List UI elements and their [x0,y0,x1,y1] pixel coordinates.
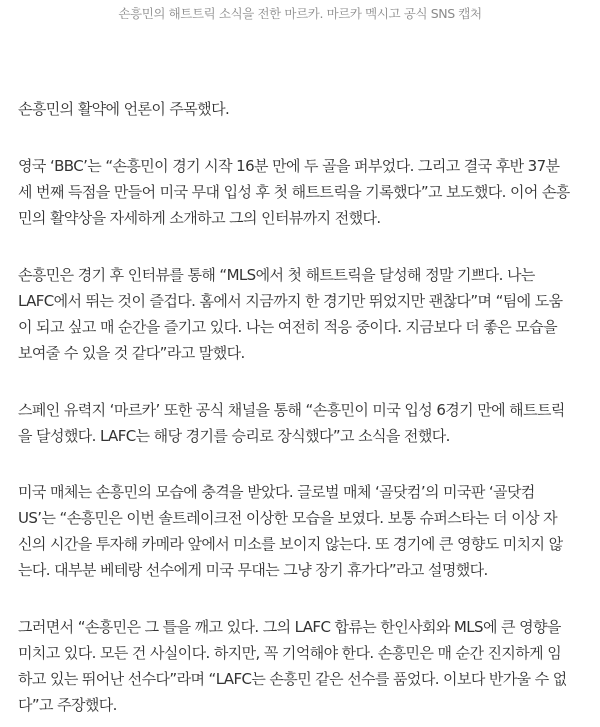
article-paragraph-5 [18,479,588,583]
paragraph-line: LAFC에서 뛰는 것이 즐겁다. 홈에서 지금까지 한 경기만 뛰었지만 괜찮다”며 “팀에 도움 [18,292,563,310]
paragraph-line: 신의 시간을 투자해 카메라 앞에서 미소를 보이지 않는다. 또 경기에 큰 영향도 미치지 않 [18,535,563,553]
paragraph-line: 미치고 있다. 모든 건 사실이다. 하지만, 꼭 기억해야 한다. 손흥민은 매 순간 진지하게 임 [18,644,562,662]
paragraph-line: 민의 활약상을 자세하게 소개하고 그의 인터뷰까지 전했다. [18,209,381,227]
paragraph-line: 하고 있는 뛰어난 선수다”라며 “LAFC는 손흥민 같은 선수를 품었다. 이보다 반가울 수 없 [18,670,567,688]
article-paragraph-3 [18,262,588,366]
paragraph-line: 는다. 대부분 베테랑 선수에게 미국 무대는 그냥 장기 휴가다”라고 설명했다. [18,561,488,579]
paragraph-line: 손흥민은 경기 후 인터뷰를 통해 “MLS에서 첫 해트트릭을 달성해 정말 기쁘다. 나는 [18,266,535,284]
paragraph-line: 을 달성했다. LAFC는 해당 경기를 승리로 장식했다”고 소식을 전했다. [18,427,450,445]
article-paragraph-2 [18,153,588,231]
image-caption: 손흥민의 해트트릭 소식을 전한 마르카. 마르카 멕시고 공식 SNS 캡처 [118,6,482,21]
paragraph-line: 영국 ‘BBC’는 “손흥민이 경기 시작 16분 만에 두 골을 퍼부었다. 그리고 결국 후반 37분 [18,157,560,175]
paragraph-line: 그러면서 “손흥민은 그 틀을 깨고 있다. 그의 LAFC 합류는 한인사회와 MLS에 큰 영향을 [18,618,561,636]
paragraph-line: 다”고 주장했다. [18,696,117,714]
paragraph-line: 미국 매체는 손흥민의 모습에 충격을 받았다. 글로벌 매체 ‘골닷컴’의 미국판 ‘골닷컴 [18,483,535,501]
article-paragraph-1 [18,96,588,122]
paragraph-line: US’는 “손흥민은 이번 솔트레이크전 이상한 모습을 보였다. 보통 슈퍼스타는 더 이상 자 [18,509,558,527]
paragraph-line: 세 번째 득점을 만들어 미국 무대 입성 후 첫 해트트릭을 기록했다”고 보도했다. 이어 손흥 [18,183,570,201]
paragraph-line: 손흥민의 활약에 언론이 주목했다. [18,100,230,118]
paragraph-line: 스페인 유력지 ‘마르카’ 또한 공식 채널을 통해 “손흥민이 미국 입성 6경기 만에 해트트릭 [18,401,565,419]
article-paragraph-4 [18,397,588,449]
article-paragraph-6 [18,614,588,718]
paragraph-line: 이 되고 싶고 매 순간을 즐기고 있다. 나는 여전히 적응 중이다. 지금보다 더 좋은 모습을 [18,318,557,336]
paragraph-line: 보여줄 수 있을 것 같다”라고 말했다. [18,344,245,362]
